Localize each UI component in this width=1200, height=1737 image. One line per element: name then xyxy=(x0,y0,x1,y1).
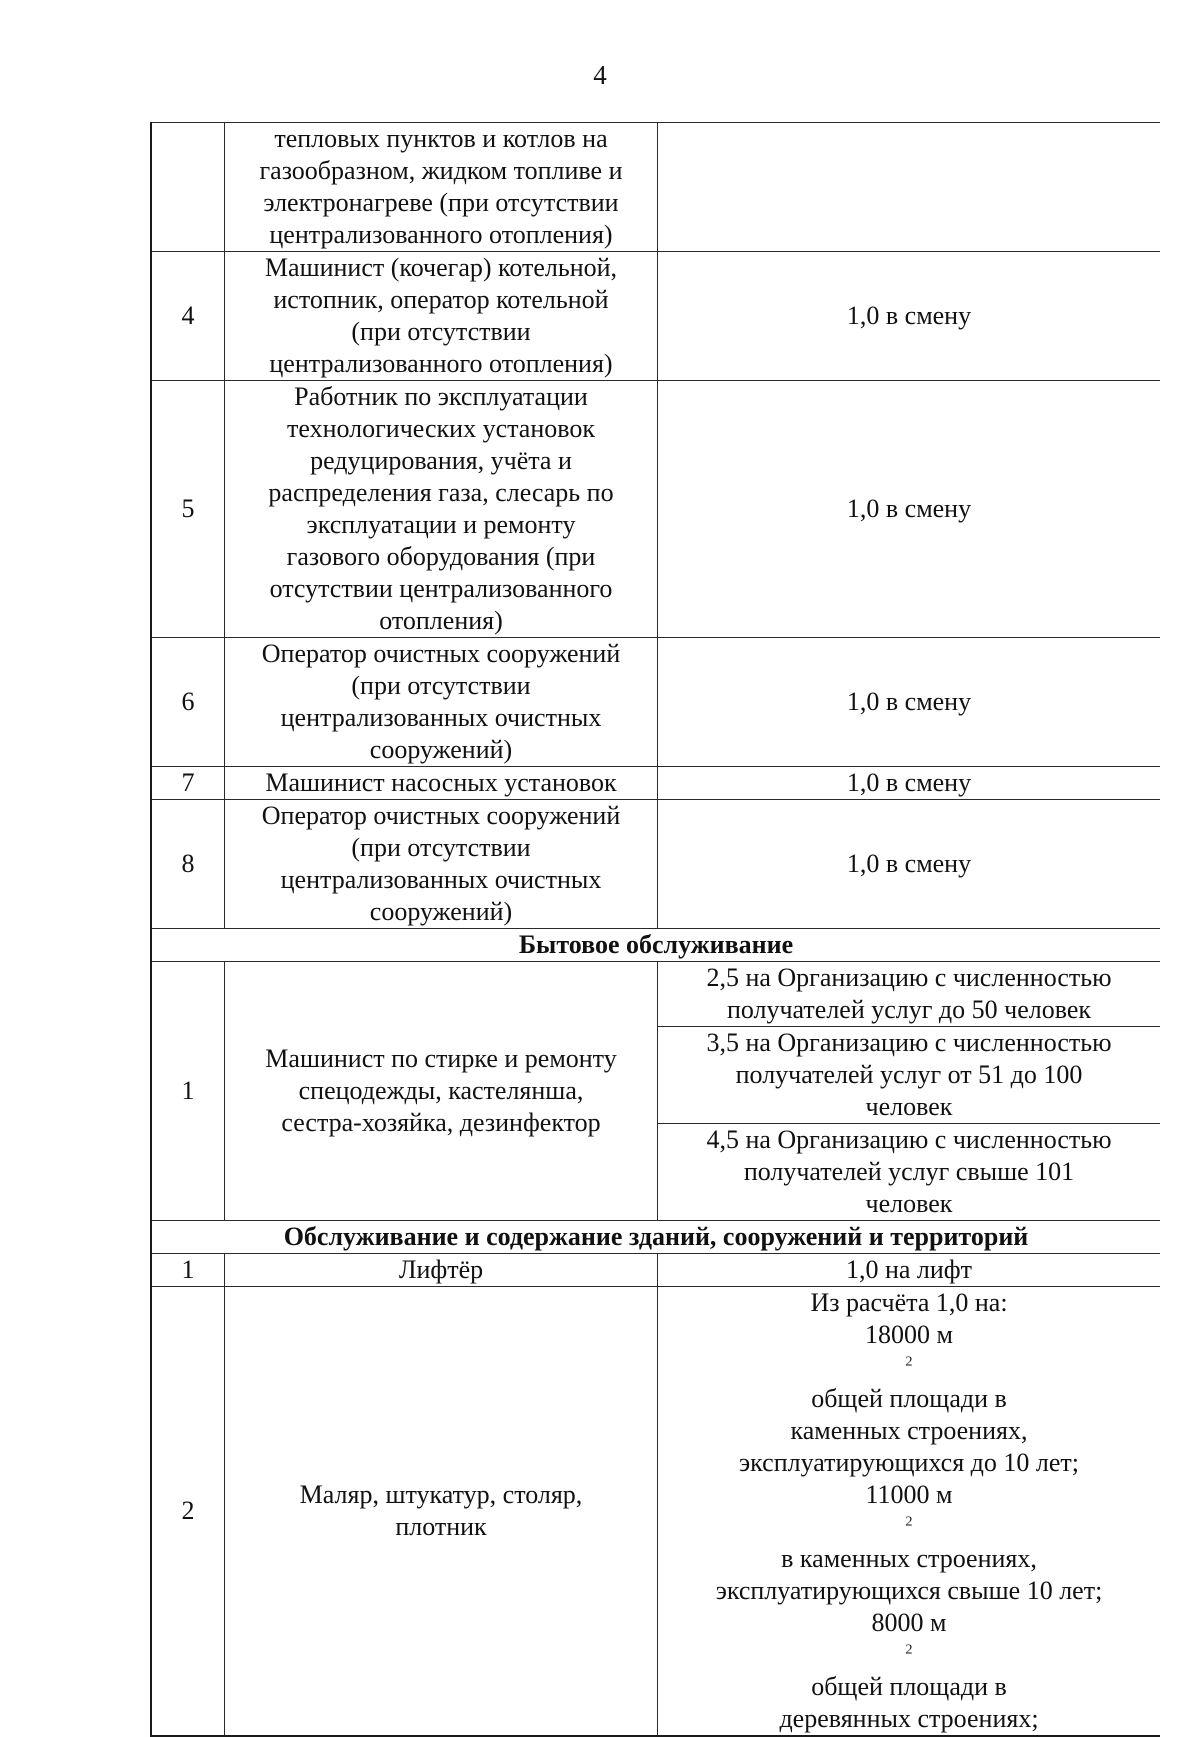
row-number: 4 xyxy=(151,252,225,381)
table-row xyxy=(151,800,1160,929)
staff-norm: 1,0 в смену xyxy=(658,800,1161,929)
table-row xyxy=(151,767,1160,800)
position-name: Работник по эксплуатации технологических установок редуцирования, учёта и распределения газа, слесарь по эксплуатации и ремонту газового оборудования (при отсутствии централизованного отопления) xyxy=(225,381,658,638)
position-name: Маляр, штукатур, столяр, плотник xyxy=(225,1287,658,1737)
position-name: Машинист по стирке и ремонту спецодежды, кастелянша, сестра-хозяйка, дезинфектор xyxy=(225,962,658,1221)
position-name: Машинист (кочегар) котельной, истопник, оператор котельной (при отсутствии централизованного отопления) xyxy=(225,252,658,381)
table-row xyxy=(151,381,1160,638)
staff-norm: 1,0 в смену xyxy=(658,767,1161,800)
row-number: 1 xyxy=(151,1254,225,1287)
row-number xyxy=(151,123,225,252)
table-row xyxy=(151,252,1160,381)
table-row xyxy=(151,638,1160,767)
staff-norm: Из расчёта 1,0 на: 18000 м $^2$ общей площади в каменных строениях, эксплуатирующихся до 10 лет; 11000 м $^2$ в каменных строениях, эксплуатирующихся свыше 10 лет; 8000 м $^2$ общей площади в деревянных строениях; xyxy=(658,1287,1161,1737)
position-name: Машинист насосных установок xyxy=(225,767,658,800)
staff-norm: 2,5 на Организацию с численностью получателей услуг до 50 человек xyxy=(658,962,1161,1027)
position-name: Лифтёр xyxy=(225,1254,658,1287)
section-header-household xyxy=(151,929,1160,962)
row-number: 5 xyxy=(151,381,225,638)
staff-norm: 1,0 в смену xyxy=(658,638,1161,767)
row-number: 6 xyxy=(151,638,225,767)
section-title: Обслуживание и содержание зданий, сооружений и территорий xyxy=(151,1221,1160,1254)
staff-norm: 1,0 на лифт xyxy=(658,1254,1161,1287)
section-title: Бытовое обслуживание xyxy=(151,929,1160,962)
staff-norm: 1,0 в смену xyxy=(658,252,1161,381)
page-number: 4 xyxy=(593,60,607,90)
staff-norm: 3,5 на Организацию с численностью получателей услуг от 51 до 100 человек xyxy=(658,1027,1161,1124)
staff-norm: 1,0 в смену xyxy=(658,381,1161,638)
position-name: Оператор очистных сооружений (при отсутствии централизованных очистных сооружений) xyxy=(225,800,658,929)
row-number: 2 xyxy=(151,1287,225,1737)
staff-norm xyxy=(658,123,1161,252)
row-number: 7 xyxy=(151,767,225,800)
staff-norm: 4,5 на Организацию с численностью получателей услуг свыше 101 человек xyxy=(658,1124,1161,1221)
row-number: 8 xyxy=(151,800,225,929)
position-name: Оператор очистных сооружений (при отсутствии централизованных очистных сооружений) xyxy=(225,638,658,767)
row-number: 1 xyxy=(151,962,225,1221)
table-row xyxy=(151,123,1160,252)
table-row xyxy=(151,1287,1160,1737)
position-name: тепловых пунктов и котлов на газообразном, жидком топливе и электронагреве (при отсутствии централизованного отопления) xyxy=(225,123,658,252)
table-row xyxy=(151,1254,1160,1287)
section-header-buildings xyxy=(151,1221,1160,1254)
table-row xyxy=(151,962,1160,1027)
staffing-table xyxy=(150,122,1160,1737)
